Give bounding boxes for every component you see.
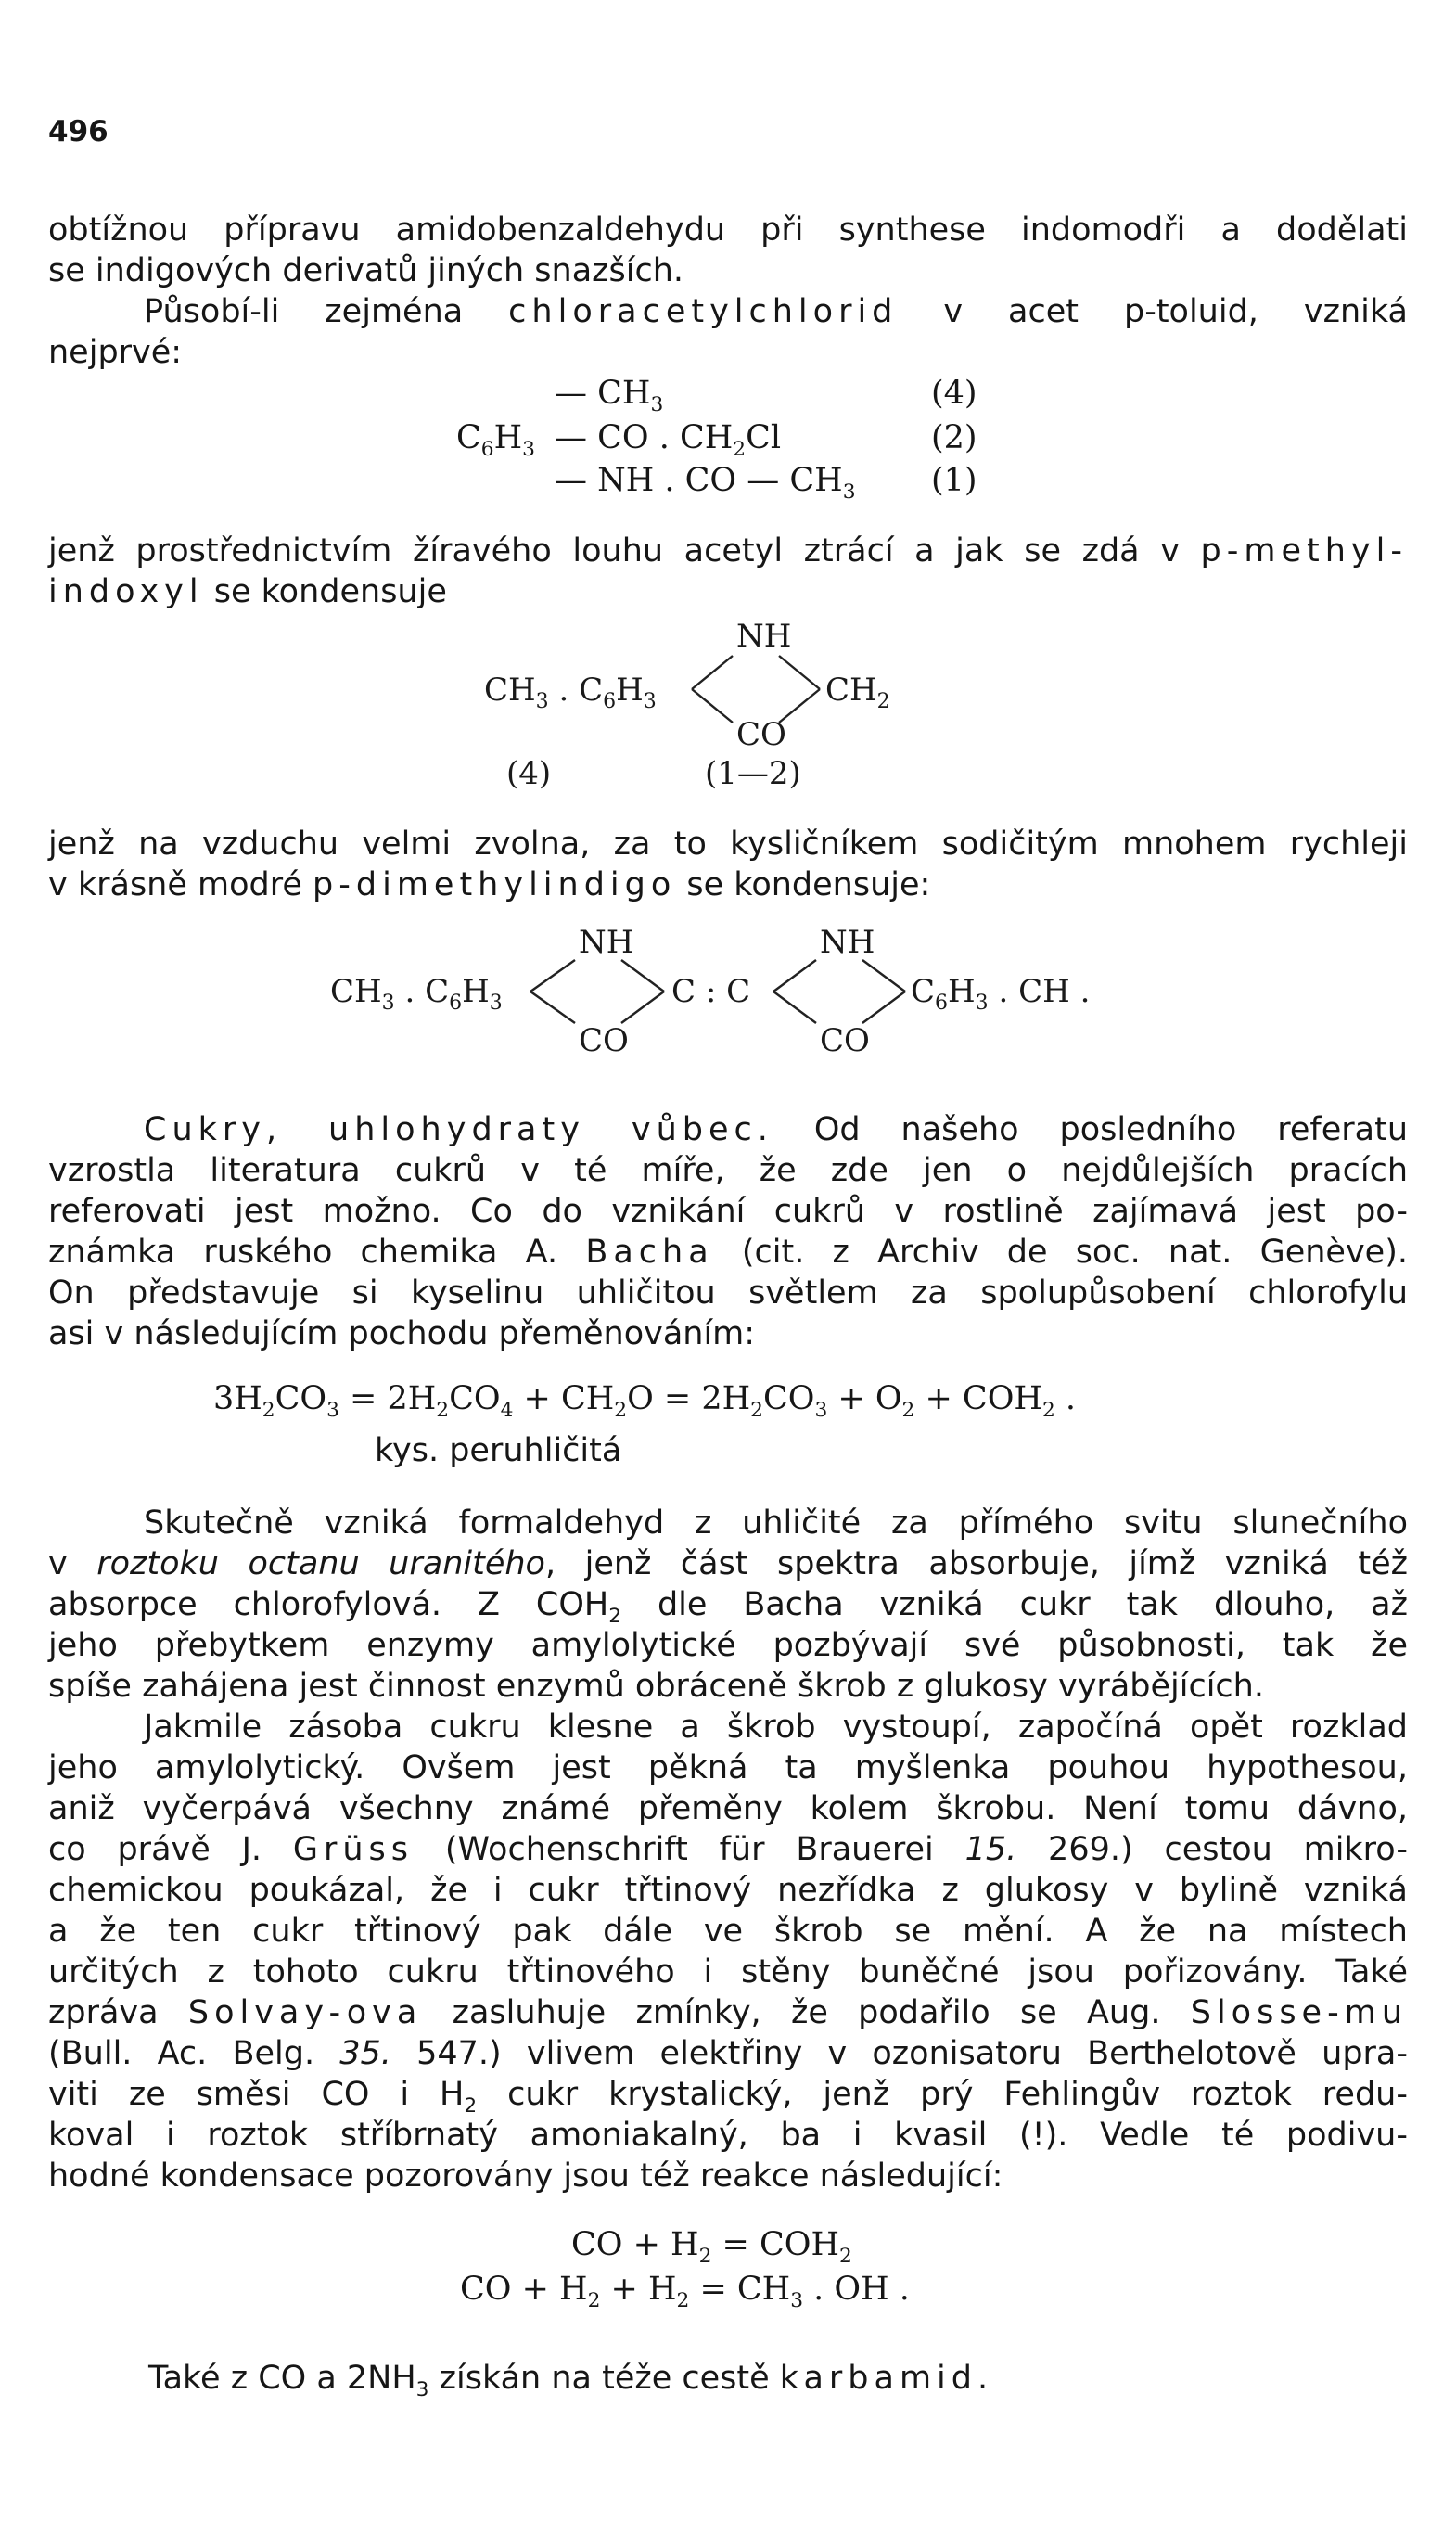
formula-equation: CO + $H_2 + H_2 = CH_3$ . OH . <box>460 2271 910 2312</box>
formula-row: — NH . CO — $CH_3$ <box>555 462 856 504</box>
text-line: vzrostla literatura cukrů v té míře, že zde jen o nejdůlejších pracích <box>48 1152 1408 1189</box>
position-number: (1) <box>931 462 977 499</box>
spaced-term: Solvay-ova <box>187 1994 423 2031</box>
position-number: (2) <box>931 419 977 456</box>
text-line: obtížnou přípravu amidobenzaldehydu při synthese indomodři a dodělati <box>48 211 1408 249</box>
text-line: jeho amylolytický. Ovšem jest pěkná ta myšlenka pouhou hypothesou, <box>48 1749 1408 1786</box>
text-line: koval i roztok stříbrnatý amoniakalný, ba i kvasil (!). Vedle té podivu- <box>48 2117 1408 2154</box>
bond-line <box>773 960 816 992</box>
bond-line <box>779 656 820 689</box>
position-number: (4) <box>506 755 552 792</box>
text-line: známka ruského chemika A. Bacha (cit. z Archiv de soc. nat. Genève). <box>48 1234 1408 1271</box>
spaced-term: p-methyl- <box>1200 532 1408 570</box>
text-line: Skutečně vzniká formaldehyd z uhličité za přímého svitu slunečního <box>144 1504 1408 1542</box>
indigo-right-substituent: $C_6H_3$ . CH . <box>911 973 1091 1015</box>
formula-label: kys. peruhličitá <box>375 1432 622 1469</box>
text-line: referovati jest možno. Co do vznikání cukrů v rostlině zajímavá jest po- <box>48 1193 1408 1230</box>
text-line: viti ze směsi CO i $H_2$ cukr krystalický, jenž prý Fehlingův roztok redu- <box>48 2076 1408 2118</box>
spaced-term: chloracetylchlorid <box>508 293 899 330</box>
text-line: nejprvé: <box>48 334 183 371</box>
bond-line <box>692 689 733 723</box>
position-number: (1—2) <box>705 755 801 792</box>
text-line: co právě J. Grüss (Wochenschrift für Brauerei 15. 269.) cestou mikro- <box>48 1831 1408 1868</box>
page-number: 496 <box>48 115 109 148</box>
volume-number: 15. <box>964 1831 1017 1868</box>
text-line: On představuje si kyselinu uhličitou světlem za spolupůsobení chlorofylu <box>48 1274 1408 1312</box>
indigo-center: C : C <box>671 973 751 1010</box>
ring-substituent: $CH_3$ . $C_6H_3$ <box>484 672 657 713</box>
structure-methyl-indoxyl <box>464 608 927 793</box>
ring-ch2: $CH_2$ <box>825 672 890 713</box>
bond-line <box>621 960 664 992</box>
text-line: chemickou poukázal, že i cukr třtinový nezřídka z glukosy v bylině vzniká <box>48 1872 1408 1909</box>
spaced-term: indoxyl <box>48 573 204 610</box>
volume-number: 35. <box>339 2035 391 2072</box>
formula-equation: $3H_2CO_3 = 2H_2CO_4 + CH_2O = 2H_2CO_3 + O_2 + COH_2$ . <box>213 1380 1077 1422</box>
text-line: jenž prostřednictvím žíravého louhu acetyl ztrácí a jak se zdá v p-methyl- <box>48 532 1408 570</box>
ring-nh: NH <box>820 924 875 961</box>
formula-row: — $CH_3$ <box>555 375 664 416</box>
spaced-term: Grüss <box>292 1831 415 1868</box>
text-line: Jakmile zásoba cukru klesne a škrob vystoupí, započíná opět rozklad <box>144 1709 1408 1746</box>
text-line: hodné kondensace pozorovány jsou též reakce následující: <box>48 2157 1003 2195</box>
bond-line <box>692 656 733 689</box>
text-line: asi v následujícím pochodu přeměnováním: <box>48 1315 756 1352</box>
bond-line <box>862 960 905 992</box>
italic-term: roztoku octanu uranitého <box>96 1545 545 1582</box>
text-line: a že ten cukr třtinový pak dále ve škrob se mění. A že na místech <box>48 1913 1408 1950</box>
text-line: aniž vyčerpává všechny známé přeměny kolem škrobu. Není tomu dávno, <box>48 1790 1408 1827</box>
structure-dimethylindigo <box>315 914 1150 1081</box>
spaced-term: karbamid <box>779 2360 977 2397</box>
ring-nh: NH <box>579 924 634 961</box>
text-line: jenž na vzduchu velmi zvolna, za to kysličníkem sodičitým mnohem rychleji <box>48 826 1408 863</box>
bond-line <box>773 992 816 1023</box>
text-line: se indigových derivatů jiných snazších. <box>48 252 684 289</box>
section-heading: Cukry, uhlohydraty vůbec. <box>144 1111 773 1148</box>
text-line: Cukry, uhlohydraty vůbec. Od našeho posledního referatu <box>144 1111 1409 1148</box>
spaced-term: Slosse-mu <box>1190 1994 1408 2031</box>
ring-nh: NH <box>736 618 792 655</box>
ring-co: CO <box>736 716 786 753</box>
bond-line <box>530 992 575 1023</box>
text-line: spíše zahájena jest činnost enzymů obráceně škrob z glukosy vyrábějících. <box>48 1668 1264 1705</box>
ring-co: CO <box>579 1022 629 1059</box>
formula-row: — CO . $CH_2Cl$ <box>555 419 782 461</box>
bond-line <box>530 960 575 992</box>
text-line: (Bull. Ac. Belg. 35. 547.) vlivem elektřiny v ozonisatoru Berthelotově upra- <box>48 2035 1409 2072</box>
spaced-term: p-dimethylindigo <box>313 866 677 903</box>
formula-base: $C_6H_3$ <box>456 419 535 461</box>
bond-line <box>621 992 664 1023</box>
text-line: v roztoku octanu uranitého, jenž část spektra absorbuje, jímž vzniká též <box>48 1545 1408 1582</box>
spaced-term: Bacha <box>585 1234 714 1271</box>
text-line: Také z CO a $2NH_3$ získán na téže cestě karbamid. <box>148 2360 989 2401</box>
text-line: indoxyl se kondensuje <box>48 573 447 610</box>
text-line: Působí-li zejména chloracetylchlorid v acet p-toluid, vzniká <box>144 293 1408 330</box>
formula-equation: CO + $H_2 = COH_2$ <box>571 2226 852 2268</box>
indigo-left-substituent: $CH_3$ . $C_6H_3$ <box>330 973 503 1015</box>
text-line: v krásně modré p-dimethylindigo se kondensuje: <box>48 866 931 903</box>
text-line: jeho přebytkem enzymy amylolytické pozbývají své působnosti, tak že <box>48 1627 1408 1664</box>
ring-co: CO <box>820 1022 870 1059</box>
bond-line <box>862 992 905 1023</box>
position-number: (4) <box>931 375 977 412</box>
text-line: určitých z tohoto cukru třtinového i stěny buněčné jsou pořizovány. Také <box>48 1953 1408 1991</box>
text-line: zpráva Solvay-ova zasluhuje zmínky, že podařilo se Aug. Slosse-mu <box>48 1994 1408 2031</box>
text-line: absorpce chlorofylová. Z $COH_2$ dle Bacha vzniká cukr tak dlouho, až <box>48 1586 1408 1628</box>
